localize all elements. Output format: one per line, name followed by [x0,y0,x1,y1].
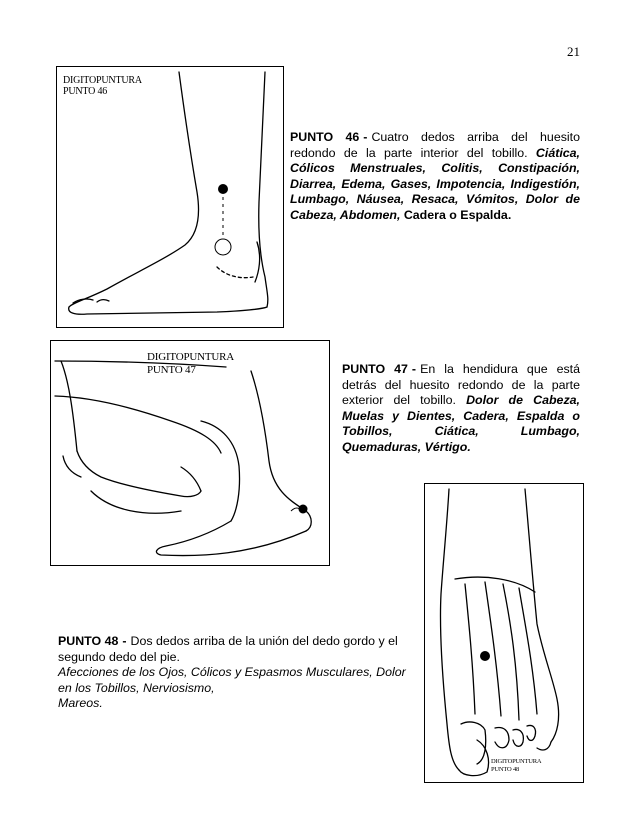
point-heading: PUNTO 46 [290,130,360,144]
acupoint-marker [480,651,490,661]
foot-inner-ankle-illustration [57,67,285,329]
figure-label: DIGITOPUNTURA PUNTO 46 [63,75,142,97]
point-heading: PUNTO 48 [58,634,119,648]
acupoint-marker [218,184,228,194]
punto-48-description [58,634,418,712]
point-location: Dos dedos arriba de la unión del dedo gordo y el segundo dedo del pie. [58,634,398,664]
figure-punto-48 [424,483,584,783]
point-location: En la hendidura que está detrás del huesito redondo de la parte exterior del tobillo. [342,362,581,408]
figure-label: DIGITOPUNTURA PUNTO 47 [147,351,235,376]
point-location: Cuatro dedos arriba del huesito redondo de la parte interior del tobillo. [290,130,581,160]
point-symptoms: Afecciones de los Ojos, Cólicos y Espasmos Musculares, Dolor en los Tobillos, Nerviosismo, [58,665,406,695]
figure-punto-46 [56,66,284,328]
point-separator: - [122,634,127,648]
figure-punto-47 [50,340,330,566]
point-symptoms-tail: Cadera o Espalda. [403,207,512,222]
point-separator: - [363,130,368,144]
point-separator: - [411,362,417,376]
foot-top-bones-illustration [425,484,585,784]
point-symptoms: Dolor de Cabeza, Muelas y Dientes, Cadera, Espalda o Tobillos, Ciática, Lumbago, Quemaduras, Vértigo. [342,393,580,454]
punto-46-description [290,130,580,224]
point-symptoms: Ciática, Cólicos Menstruales, Colitis, Constipación, Diarrea, Edema, Gases, Impotencia, Indigestión, Lumbago, Náusea, Resaca, Vómitos, Dolor de Cabeza, Abdomen, [290,145,580,222]
page-number: 21 [567,44,580,59]
punto-47-description [342,362,580,456]
figure-label: DIGITOPUNTURA PUNTO 48 [491,758,542,773]
point-heading: PUNTO 47 [342,362,408,376]
point-symptoms-tail: Mareos. [58,696,103,711]
